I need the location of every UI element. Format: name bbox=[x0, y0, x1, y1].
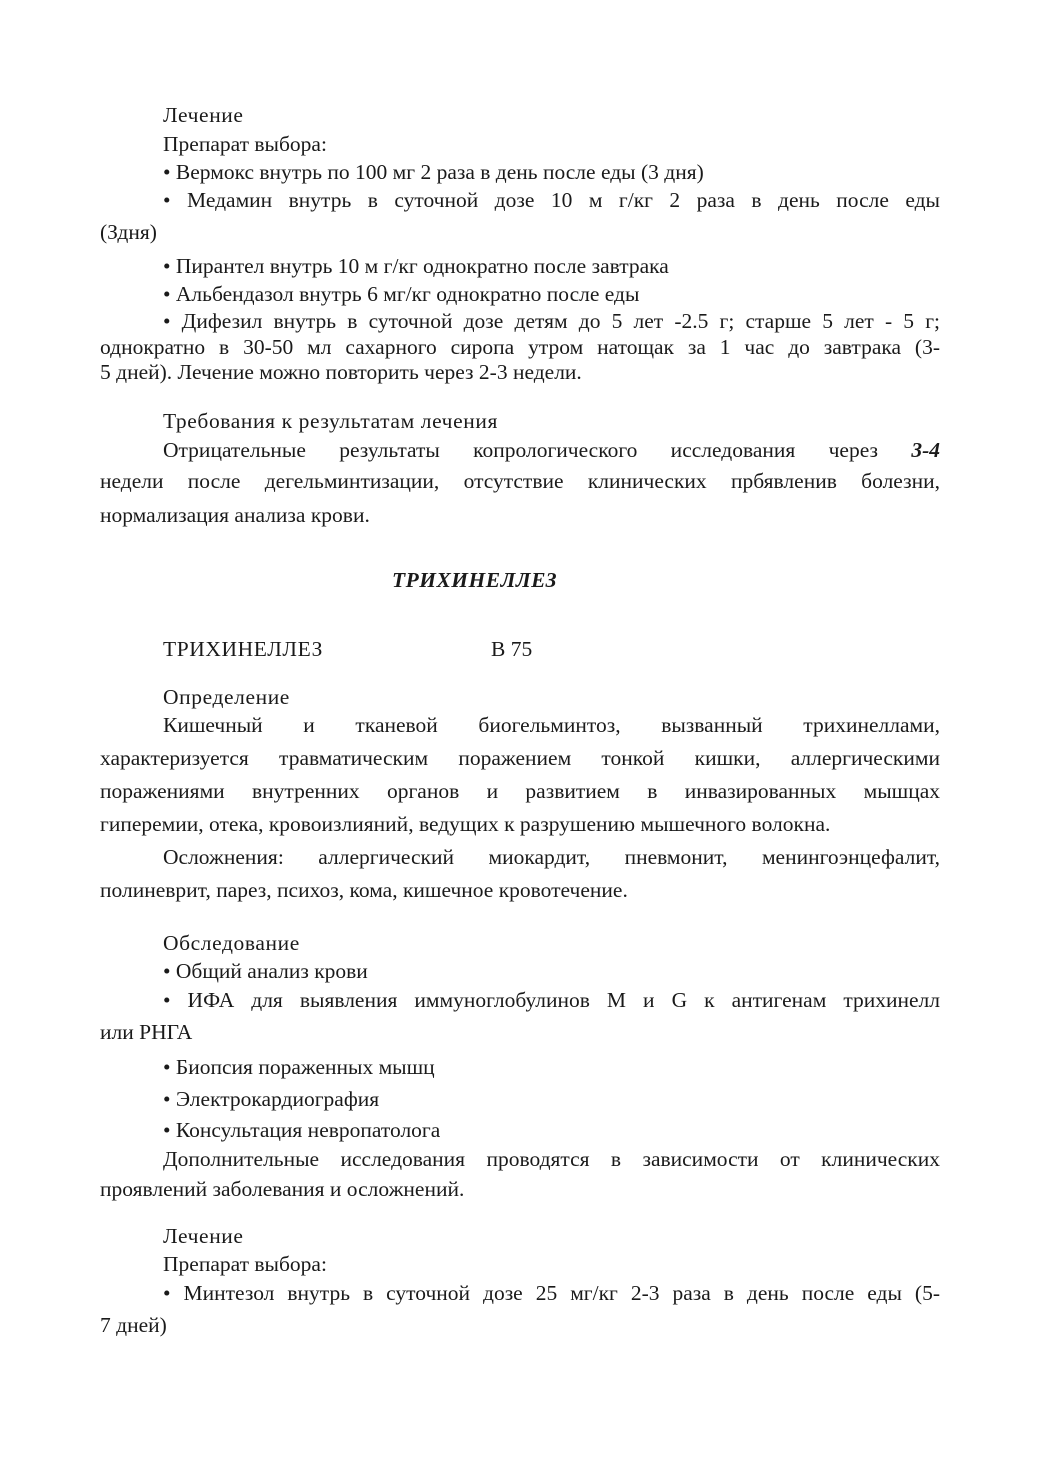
treatment-item-continued: (Здня) bbox=[100, 220, 157, 244]
examination-item: • Общий анализ крови bbox=[163, 959, 368, 983]
drug-of-choice-label: Препарат выбора: bbox=[163, 1252, 327, 1276]
requirements-weeks-value: 3-4 bbox=[911, 438, 940, 462]
requirements-text bbox=[163, 436, 940, 464]
disease-code: В 75 bbox=[491, 637, 533, 661]
treatment-item: • Вермокс внутрь по 100 мг 2 раза в день после еды (3 дня) bbox=[163, 160, 704, 184]
treatment-item: • Альбендазол внутрь 6 мг/кг однократно после еды bbox=[163, 282, 640, 306]
treatment-item: • Медамин внутрь в суточной дозе 10 м г/кг 2 раза в день после еды bbox=[163, 188, 940, 212]
treatment-heading: Лечение bbox=[163, 1224, 244, 1248]
examination-heading: Обследование bbox=[163, 931, 300, 955]
requirements-text: недели после дегельминтизации, отсутствие клинических прбявленив болезни, bbox=[100, 469, 940, 493]
definition-text: Кишечный и тканевой биогельминтоз, вызванный трихинеллами, bbox=[163, 713, 940, 737]
treatment-heading: Лечение bbox=[163, 103, 244, 127]
examination-item: • Консультация невропатолога bbox=[163, 1118, 441, 1142]
treatment-item: • Минтезол внутрь в суточной дозе 25 мг/кг 2-3 раза в день после еды (5- bbox=[163, 1281, 940, 1305]
treatment-item-continued: 5 дней). Лечение можно повторить через 2-3 недели. bbox=[100, 360, 582, 384]
definition-text: характеризуется травматическим поражением тонкой кишки, аллергическими bbox=[100, 746, 940, 770]
examination-item-continued: или РНГА bbox=[100, 1020, 193, 1044]
examination-item: • Электрокардиография bbox=[163, 1087, 380, 1111]
additional-text: Дополнительные исследования проводятся в зависимости от клинических bbox=[163, 1147, 940, 1171]
section-title: ТРИХИНЕЛЛЕЗ bbox=[391, 568, 558, 592]
treatment-item: • Дифезил внутрь в суточной дозе детям до 5 лет -2.5 г; старше 5 лет - 5 г; bbox=[163, 309, 940, 333]
additional-text: проявлений заболевания и осложнений. bbox=[100, 1177, 465, 1201]
definition-heading: Определение bbox=[163, 685, 290, 709]
definition-text: гиперемии, отека, кровоизлияний, ведущих к разрушению мышечного волокна. bbox=[100, 812, 831, 836]
requirements-text-part: Отрицательные результаты копрологического исследования через bbox=[163, 438, 912, 462]
requirements-heading: Требования к результатам лечения bbox=[163, 409, 498, 433]
examination-item: • Биопсия пораженных мышц bbox=[163, 1055, 435, 1079]
treatment-item-continued: однократно в 30-50 мл сахарного сиропа утром натощак за 1 час до завтрака (3- bbox=[100, 335, 940, 359]
disease-name: ТРИХИНЕЛЛЕЗ bbox=[163, 637, 323, 661]
drug-of-choice-label: Препарат выбора: bbox=[163, 132, 327, 156]
treatment-item-continued: 7 дней) bbox=[100, 1313, 167, 1337]
complications-text: Осложнения: аллергический миокардит, пневмонит, менингоэнцефалит, bbox=[163, 845, 940, 869]
treatment-item: • Пирантел внутрь 10 м г/кг однократно после завтрака bbox=[163, 254, 669, 278]
requirements-text: нормализация анализа крови. bbox=[100, 503, 370, 527]
examination-item: • ИФА для выявления иммуноглобулинов М и G к антигенам трихинелл bbox=[163, 988, 940, 1012]
complications-text: полиневрит, парез, психоз, кома, кишечное кровотечение. bbox=[100, 878, 628, 902]
definition-text: поражениями внутренних органов и развитием в инвазированных мышцах bbox=[100, 779, 940, 803]
